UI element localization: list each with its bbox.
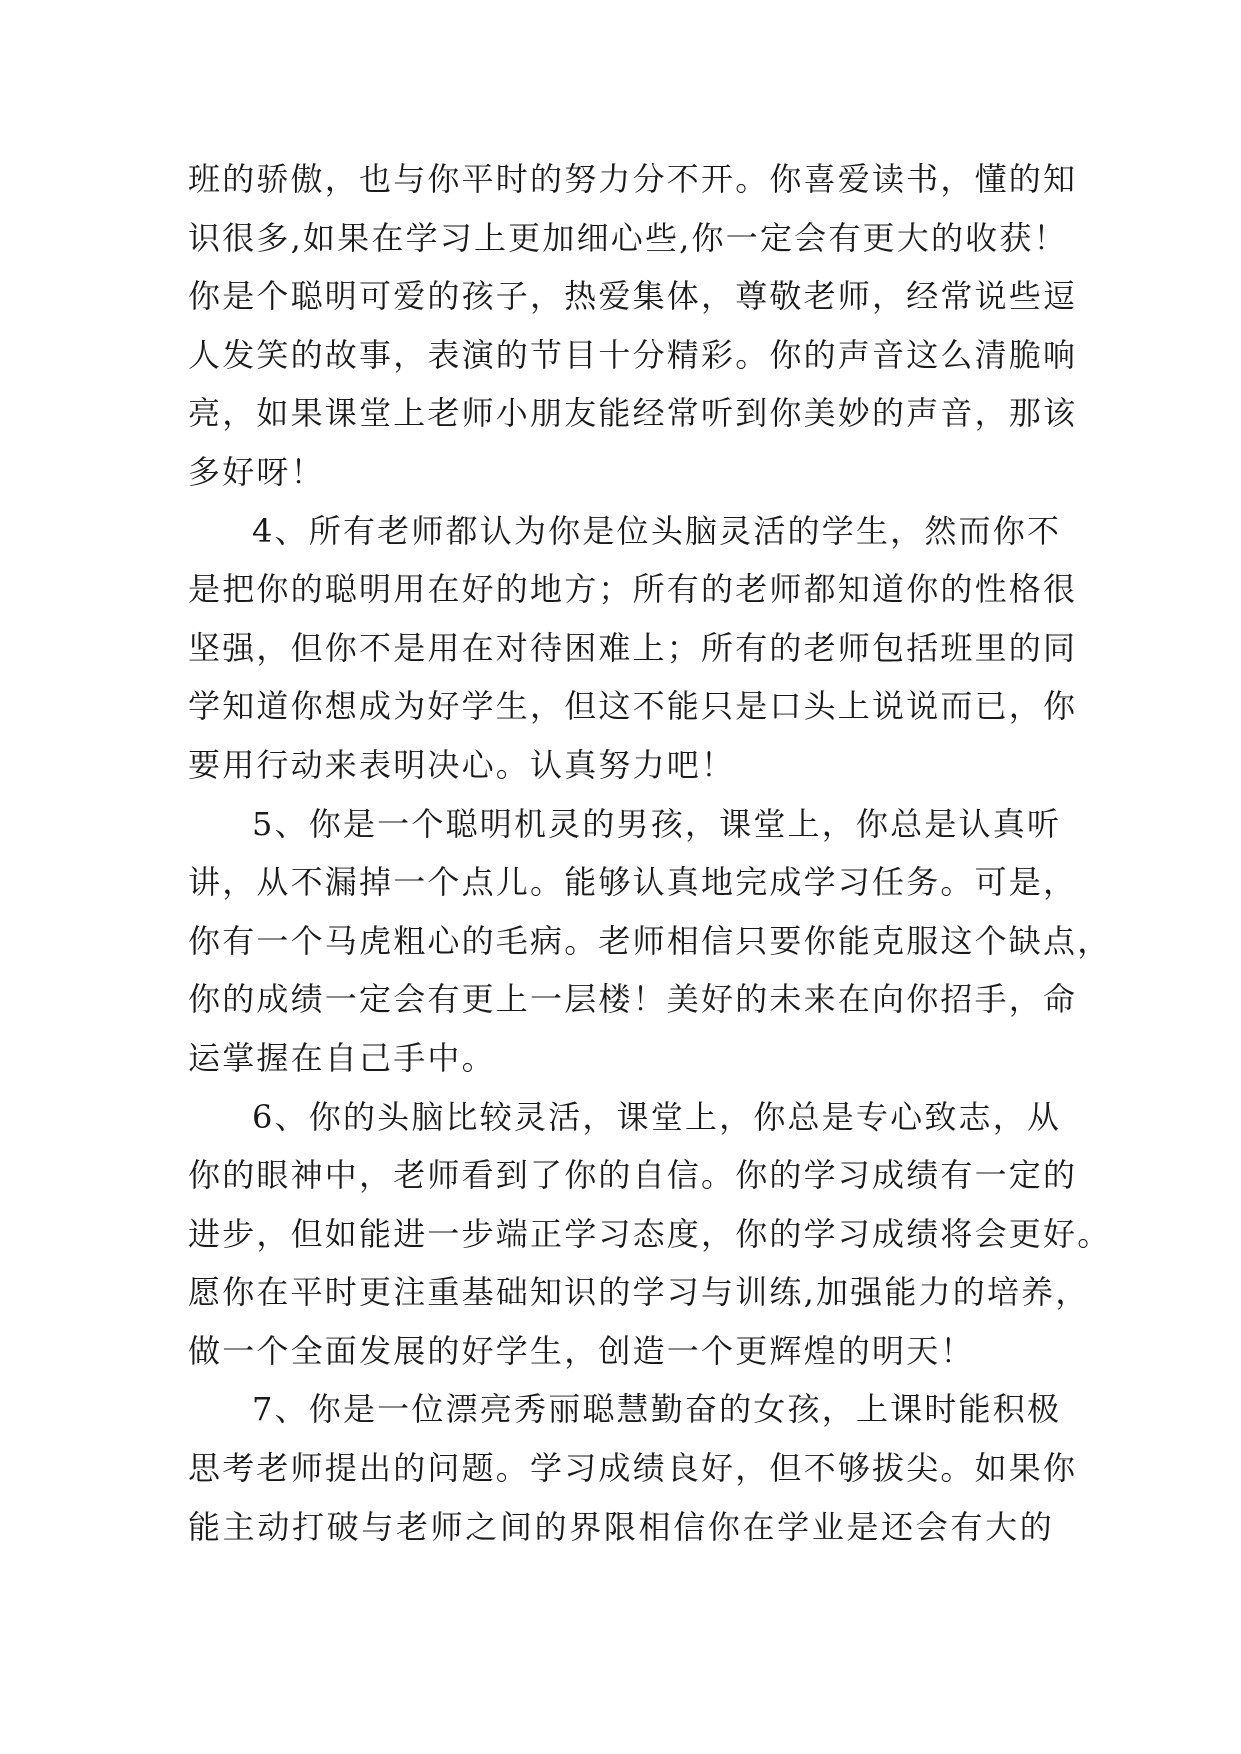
text-line: 做一个全面发展的好学生，创造一个更辉煌的明天！ <box>188 1331 975 1370</box>
text-line: 运掌握在自己手中。 <box>188 1038 496 1077</box>
text-line: 多好呀！ <box>188 452 325 491</box>
text-line: 能主动打破与老师之间的界限相信你在学业是还会有大的 <box>188 1507 1054 1546</box>
text-line: 坚强，但你不是用在对待困难上；所有的老师包括班里的同 <box>188 628 1078 667</box>
text-line: 讲，从不漏掉一个点儿。能够认真地完成学习任务。可是， <box>188 863 1078 902</box>
text-line: 愿你在平时更注重基础知识的学习与训练,加强能力的培养， <box>188 1273 1090 1312</box>
paragraph-5-first-line: 5、你是一个聪明机灵的男孩，课堂上，你总是认真听 <box>252 804 1062 843</box>
text-line: 是把你的聪明用在好的地方；所有的老师都知道你的性格很 <box>188 570 1078 609</box>
text-line: 班的骄傲，也与你平时的努力分不开。你喜爱读书，懂的知 <box>188 160 1078 198</box>
text-line: 你的成绩一定会有更上一层楼！美好的未来在向你招手，命 <box>188 980 1078 1019</box>
text-line: 你的眼神中，老师看到了你的自信。你的学习成绩有一定的 <box>188 1156 1078 1195</box>
document-body <box>188 150 1112 1556</box>
text-line: 进步，但如能进一步端正学习态度，你的学习成绩将会更好。 <box>188 1214 1112 1253</box>
text-line: 学知道你想成为好学生，但这不能只是口头上说说而已，你 <box>188 687 1078 726</box>
paragraph-4-first-line: 4、所有老师都认为你是位头脑灵活的学生，然而你不 <box>252 511 1062 550</box>
text-line: 亮，如果课堂上老师小朋友能经常听到你美妙的声音，那该 <box>188 394 1078 433</box>
text-line: 识很多,如果在学习上更加细心些,你一定会有更大的收获！ <box>188 218 1068 257</box>
text-line: 要用行动来表明决心。认真努力吧！ <box>188 745 736 784</box>
paragraph-6-first-line: 6、你的头脑比较灵活，课堂上，你总是专心致志，从 <box>252 1097 1062 1136</box>
paragraph-7-first-line: 7、你是一位漂亮秀丽聪慧勤奋的女孩，上课时能积极 <box>252 1390 1062 1429</box>
text-line: 思考老师提出的问题。学习成绩良好，但不够拔尖。如果你 <box>188 1449 1078 1488</box>
text-line: 你是个聪明可爱的孩子，热爱集体，尊敬老师，经常说些逗 <box>188 277 1078 316</box>
text-line: 人发笑的故事，表演的节目十分精彩。你的声音这么清脆响 <box>188 335 1078 374</box>
text-line: 你有一个马虎粗心的毛病。老师相信只要你能克服这个缺点， <box>188 921 1112 960</box>
